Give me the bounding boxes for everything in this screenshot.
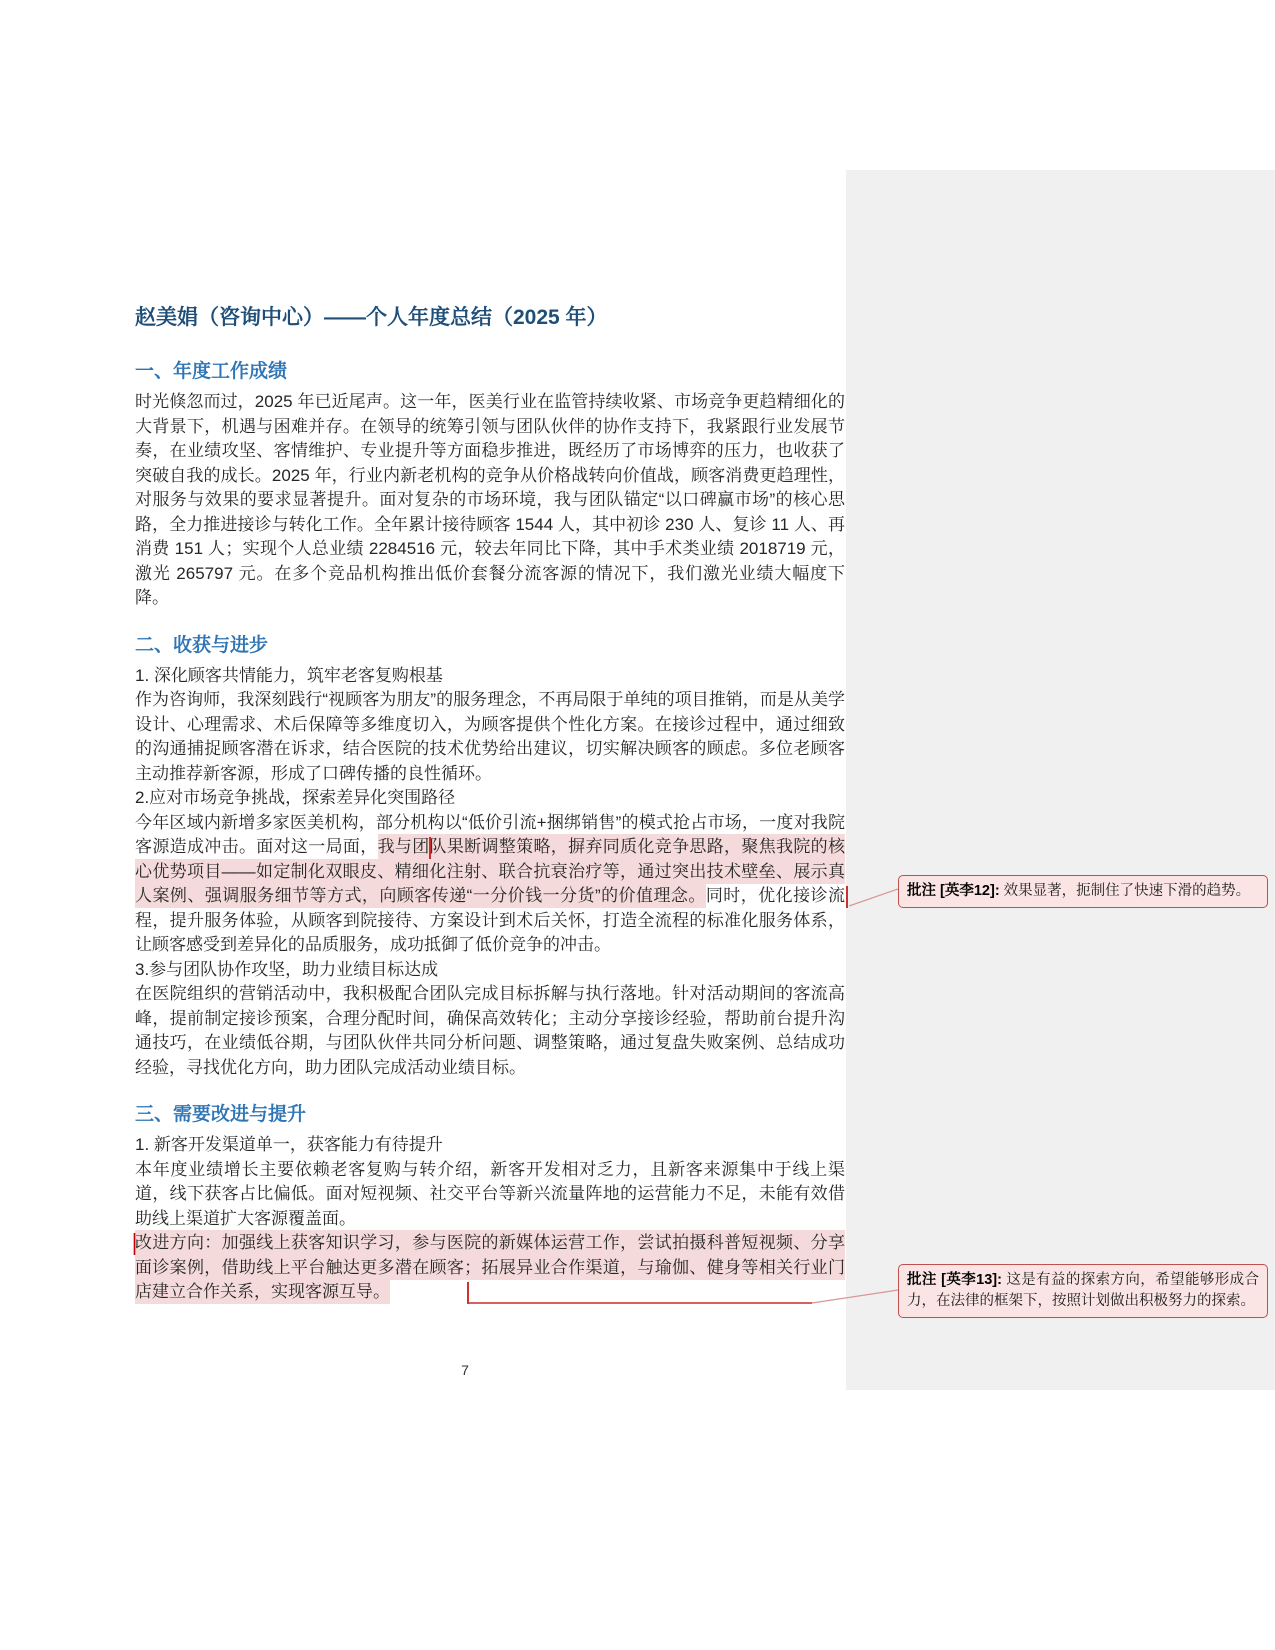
paragraph: [135, 688, 845, 786]
comment-box-13[interactable]: [898, 1264, 1268, 1318]
paragraph: [135, 1133, 845, 1158]
body-text: 2.应对市场竞争挑战，探索差异化突围路径: [135, 788, 456, 807]
comment-13-text: 这是有益的探索方向，希望能够形成合力，在法律的框架下，按照计划做出积极努力的探索。: [907, 1272, 1259, 1309]
paragraph: [135, 664, 845, 689]
body-text: 3.参与团队协作攻坚，助力业绩目标达成: [135, 959, 439, 979]
paragraph: [135, 1158, 845, 1232]
body-text: 作为咨询师，我深刻践行“视顾客为朋友”的服务理念，不再局限于单纯的项目推销，而是从美学设计、心理需求、术后保障等多维度切入，为顾客提供个性化方案。在接诊过程中，通过细致的沟通捕捉顾客潜在诉求，结合医院的技术优势给出建议，切实解决顾客的顾虑。多位老顾客主动推荐新客源，形成了口碑传播的良性循环。: [135, 690, 845, 783]
document-sections: [135, 359, 845, 1305]
revision-highlighted-text: 我与团队果断调整策略，摒弃同质化竞争思路，聚焦我院的核心优势项目——如定制化双眼皮、精细化注射、联合抗衰治疗等，通过突出技术壁垒、展示真人案例、强调服务细节等方式，向顾客传递“一分价钱一分货”的价值理念。: [135, 834, 845, 908]
comment-box-12[interactable]: [898, 875, 1268, 908]
body-text: 时光倏忽而过，2025 年已近尾声。这一年，医美行业在监管持续收紧、市场竞争更趋精细化的大背景下，机遇与困难并存。在领导的统筹引领与团队伙伴的协作支持下，我紧跟行业发展节奏，在业绩攻坚、客情维护、专业提升等方面稳步推进，既经历了市场博弈的压力，也收获了突破自我的成长。2025 年，行业内新老机构的竞争从价格战转向价值战，顾客消费更趋理性，对服务与效果的要求显著提升。面对复杂的市场环境，我与团队锚定“以口碑赢市场”的核心思路，全力推进接诊与转化工作。全年累计接待顾客 1544 人，其中初诊 230 人、复诊 11 人、再消费 151 人；实现个人总业绩 2284516 元，较去年同比下降，其中手术类业绩 2018719 元，激光 265797 元。在多个竞品机构推出低价套餐分流客源的情况下，我们激光业绩大幅度下降。: [135, 392, 845, 607]
body-text: 在医院组织的营销活动中，我积极配合团队完成目标拆解与执行落地。针对活动期间的客流高峰，提前制定接诊预案，合理分配时间，确保高效转化；主动分享接诊经验，帮助前台提升沟通技巧，在业绩低谷期，与团队伙伴共同分析问题、调整策略，通过复盘失败案例、总结成功经验，寻找优化方向，助力团队完成活动业绩目标。: [135, 984, 845, 1077]
paragraph: [135, 811, 845, 958]
section-heading: 一、年度工作成绩: [135, 361, 288, 382]
paragraph: [135, 958, 845, 983]
body-text: 1. 新客开发渠道单一，获客能力有待提升: [135, 1135, 443, 1154]
paragraph: [135, 982, 845, 1080]
comment-12-text: 效果显著，扼制住了快速下滑的趋势。: [1003, 883, 1251, 899]
revision-highlighted-text: 改进方向：加强线上获客知识学习，参与医院的新媒体运营工作，尝试拍摄科普短视频、分享面诊案例，借助线上平台触达更多潜在顾客；拓展异业合作渠道，与瑜伽、健身等相关行业门店建立合作关系，实现客源互导。: [135, 1230, 845, 1304]
comment-12-author-label: 批注 [英李12]:: [907, 883, 1000, 899]
section-heading: 二、收获与进步: [135, 634, 269, 656]
body-text: 今年区域内新增多家医美机构，部分机构以“低价引流+捆绑销售”的模式抢占市场，一度对我院客源造成冲击。面对这一局面，: [135, 812, 845, 856]
body-text: 同时，优化接诊流程，提升服务体验，从顾客到院接待、方案设计到术后关怀，打造全流程的标准化服务体系，让顾客感受到差异化的品质服务，成功抵御了低价竞争的冲击。: [135, 886, 846, 954]
paragraph: [135, 390, 845, 611]
comment-margin-area: [846, 170, 1275, 1390]
document-content: [135, 303, 845, 1305]
body-text: 本年度业绩增长主要依赖老客复购与转介绍，新客开发相对乏力，且新客来源集中于线上渠道，线下获客占比偏低。面对短视频、社交平台等新兴流量阵地的运营能力不足，未能有效借助线上渠道扩大客源覆盖面。: [135, 1159, 845, 1228]
paragraph: [135, 786, 845, 811]
section-heading: 三、需要改进与提升: [135, 1104, 307, 1125]
page-number: 7: [461, 1362, 469, 1378]
paragraph: [135, 1231, 845, 1305]
body-text: 1. 深化顾客共情能力，筑牢老客复购根基: [135, 665, 443, 685]
comment-13-author-label: 批注 [英李13]:: [907, 1272, 1002, 1288]
document-title: 赵美娟（咨询中心）——个人年度总结（2025 年）: [135, 306, 608, 329]
